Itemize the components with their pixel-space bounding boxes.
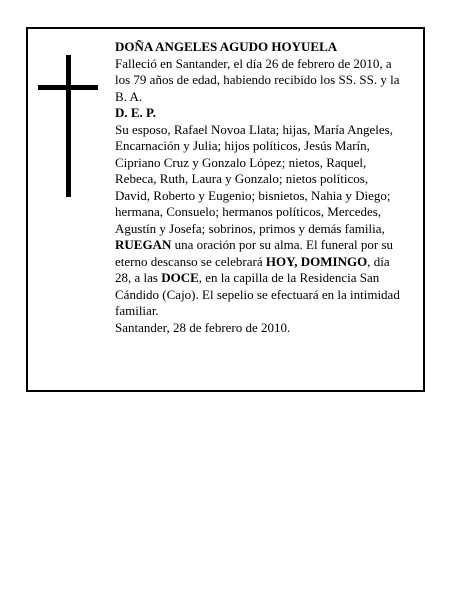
obituary-text (115, 39, 403, 336)
request-text-1: una oración por su alma. El funeral por su eterno descanso se celebrará (115, 237, 393, 269)
request-text-2: , día 28, a las (115, 253, 390, 285)
funeral-day: HOY, DOMINGO (265, 253, 368, 269)
cross-icon (66, 55, 71, 197)
death-statement: Falleció en Santander, el día 26 de febrero de 2010, a los 79 años de edad, habiendo recibido los SS. SS. y la B. A. (115, 55, 400, 104)
funeral-request (115, 237, 403, 320)
dep-line: D. E. P. (115, 105, 157, 120)
obituary-notice (26, 27, 425, 392)
deceased-name: DOÑA ANGELES AGUDO HOYUELA (115, 39, 338, 54)
cross-icon-bar (38, 85, 98, 90)
place-date: Santander, 28 de febrero de 2010. (115, 319, 291, 335)
funeral-time: DOCE (161, 270, 199, 285)
ruegan-label: RUEGAN (115, 237, 172, 252)
request-text-3: , en la capilla de la Residencia San Cándido (Cajo). El sepelio se efectuará en la intimidad familiar. (115, 270, 400, 318)
family-list: Su esposo, Rafael Novoa Llata; hijas, María Angeles, Encarnación y Julia; hijos políticos, Jesús Marín, Cipriano Cruz y Gonzalo López; nietos, Raquel, Rebeca, Ruth, Laura y Gonzalo; nietos políticos, David, Roberto y Eugenio; bisnietos, Nahia y Diego; hermana, Consuelo; hermanos políticos, Mercedes, Agustín y Josefa; sobrinos, primos y demás familia, (115, 121, 393, 236)
